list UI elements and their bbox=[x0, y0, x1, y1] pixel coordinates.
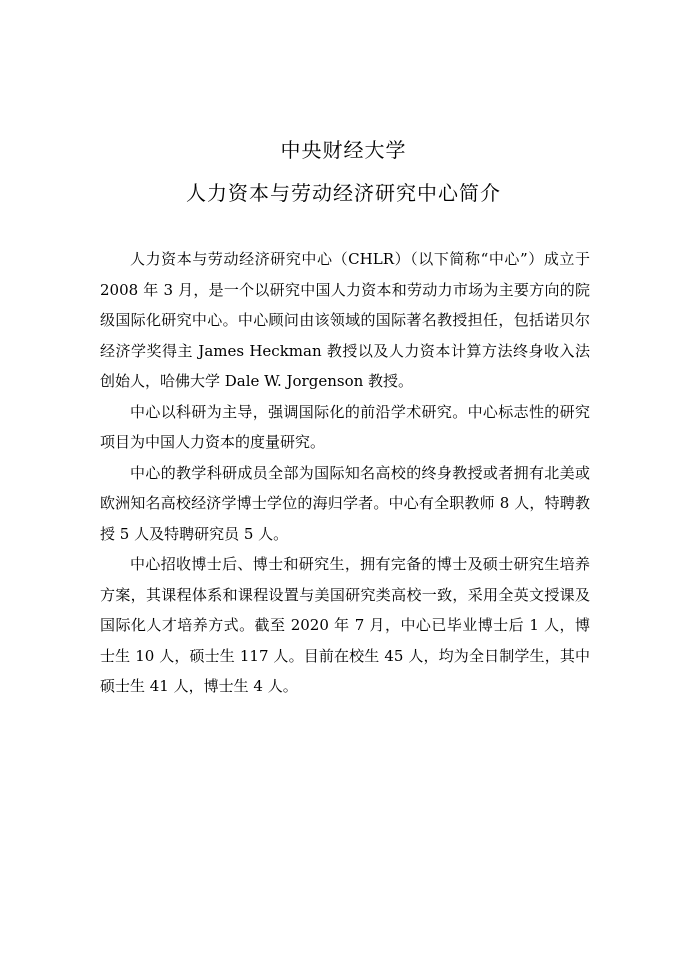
paragraph-research: 中心以科研为主导，强调国际化的前沿学术研究。中心标志性的研究项目为中国人力资本的度量研究。 bbox=[100, 402, 590, 451]
paragraph-students: 中心招收博士后、博士和研究生，拥有完备的博士及硕士研究生培养方案，其课程体系和课程设置与美国研究类高校一致，采用全英文授课及国际化人才培养方式。截至 2020 年 7 月，中心已毕业博士后 1 人，博士生 10 人，硕士生 117 人。目前在校生 45 人，均为全日制学生，其中硕士生 41 人，博士生 4 人。 bbox=[100, 555, 590, 695]
paragraph-faculty: 中心的教学科研成员全部为国际知名高校的终身教授或者拥有北美或欧洲知名高校经济学博士学位的海归学者。中心有全职教师 8 人，特聘教授 5 人及特聘研究员 5 人。 bbox=[100, 463, 590, 543]
document-title: 中央财经大学 bbox=[280, 138, 407, 162]
document-subtitle: 人力资本与劳动经济研究中心简介 bbox=[186, 181, 501, 205]
paragraph-intro: 人力资本与劳动经济研究中心（CHLR）（以下简称“中心”）成立于 2008 年 3 月，是一个以研究中国人力资本和劳动力市场为主要方向的院级国际化研究中心。中心顾问由该领域的国际著名教授担任，包括诺贝尔经济学奖得主 James Heckman 教授以及人力资本计算方法终身收入法创始人，哈佛大学 Dale W. Jorgenson 教授。 bbox=[100, 250, 590, 390]
document-body bbox=[100, 244, 590, 702]
